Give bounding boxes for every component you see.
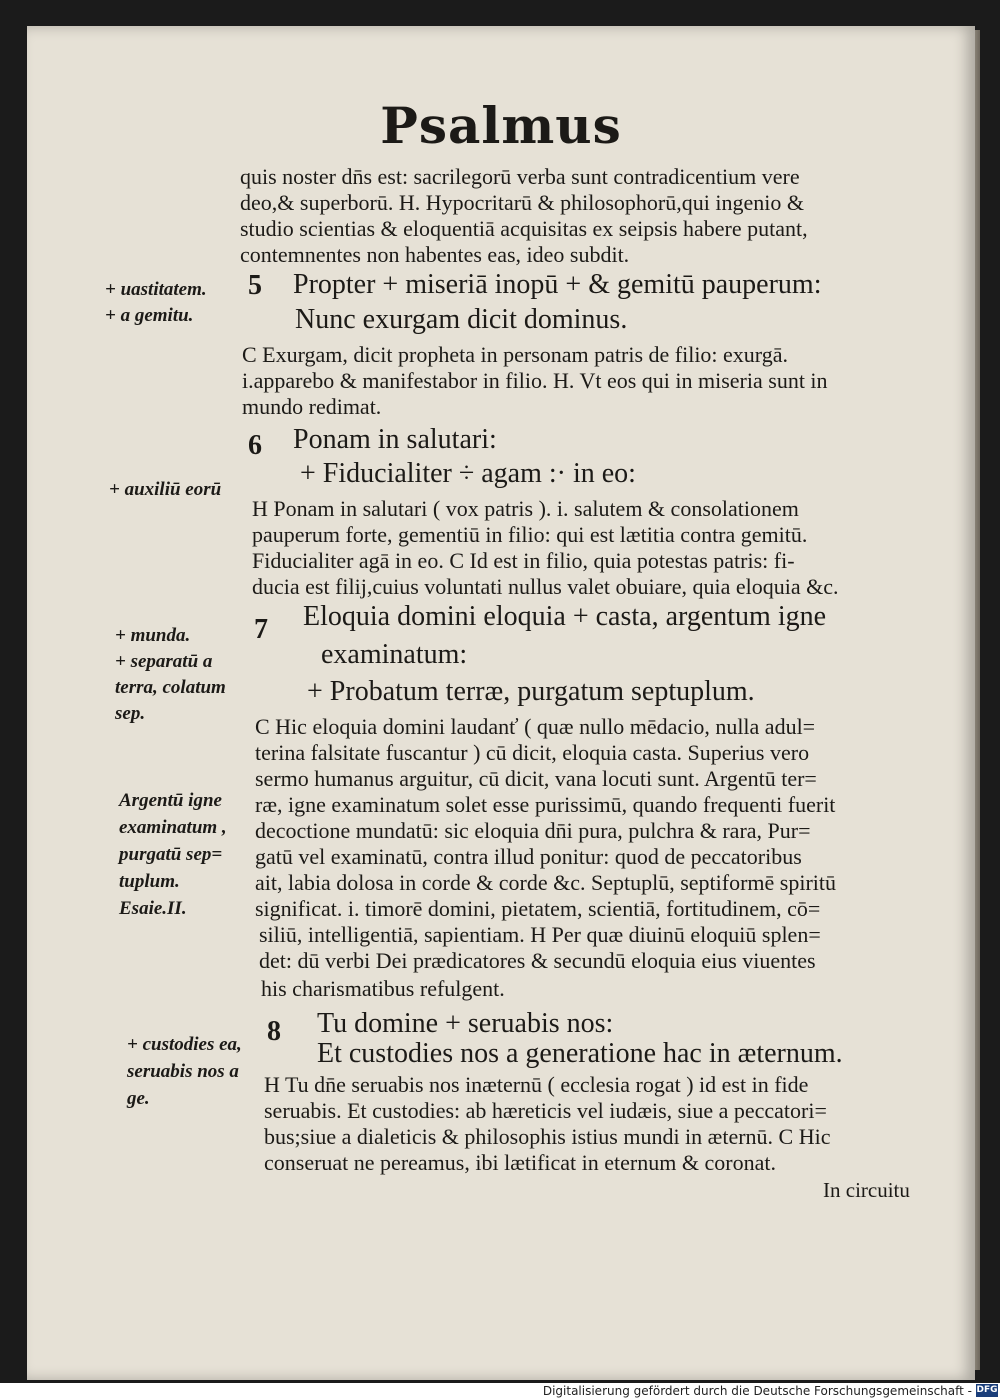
book-page: [27, 26, 975, 1380]
margin-note: + a gemitu.: [105, 305, 194, 326]
verse-line: Tu domine + seruabis nos:: [317, 1008, 614, 1039]
text-line: quis noster dn̄s est: sacrilegorū verba sunt contradicentium vere: [240, 164, 800, 189]
gloss-line: decoctione mundatū: sic eloquia dn̄i pura, pulchra & rara, Pur=: [255, 818, 811, 843]
margin-note: + uastitatem.: [105, 279, 207, 300]
gloss-line: terina falsitate fuscantur ) cū dicit, eloquia casta. Superius vero: [255, 740, 810, 765]
margin-note: ge.: [127, 1088, 150, 1109]
margin-note: purgatū sep=: [119, 844, 223, 865]
gloss-line: Fiducialiter agā in eo. C Id est in filio, quia potestas patris: fi-: [252, 548, 795, 573]
margin-note: + custodies ea,: [127, 1034, 242, 1055]
margin-note: + auxiliū eorū: [109, 479, 222, 500]
gloss-line: gatū vel examinatū, contra illud ponitur: quod de peccatoribus: [255, 844, 802, 869]
gloss-line: significat. i. timorē domini, pietatem, scientiā, fortitudinem, cō=: [255, 896, 821, 921]
gloss-line: ducia est filij,cuius voluntati nullus valet obuiare, quia eloquia &c.: [252, 574, 839, 599]
gloss-line: sermo humanus arguitur, cū dicit, vana locuti sunt. Argentū ter=: [255, 766, 817, 791]
text-line: studio scientias & eloquentiā acquisitas ex seipsis habere putant,: [240, 216, 808, 241]
gloss-line: conseruat ne pereamus, ibi lætificat in eternum & coronat.: [264, 1150, 776, 1175]
gloss-line: his charismatibus refulgent.: [261, 976, 505, 1001]
verse-number: 8: [267, 1016, 281, 1047]
text-line: contemnentes non habentes eas, ideo subdit.: [240, 242, 630, 267]
margin-note: tuplum.: [119, 871, 180, 892]
verse-line: + Fiducialiter ÷ agam :· in eo:: [300, 458, 636, 489]
gloss-line: C Exurgam, dicit propheta in personam patris de filio: exurgā.: [242, 342, 789, 367]
gloss-line: H Tu dn̄e seruabis nos inæternū ( ecclesia rogat ) id est in fide: [264, 1072, 809, 1097]
dfg-logo-icon: DFG: [976, 1385, 998, 1395]
gloss-line: H Ponam in salutari ( vox patris ). i. salutem & consolationem: [252, 496, 799, 521]
verse-line: examinatum:: [321, 639, 468, 670]
verse-line: Eloquia domini eloquia + casta, argentum igne: [303, 601, 827, 632]
gloss-line: det: dū verbi Dei prædicatores & secundū eloquia eius viuentes: [259, 948, 816, 973]
margin-note: terra, colatum: [115, 677, 226, 698]
margin-note: sep.: [115, 703, 146, 724]
verse-line: Ponam in salutari:: [293, 424, 497, 455]
gloss-line: C Hic eloquia domini laudanť ( quæ nullo mēdacio, nulla adul=: [255, 714, 816, 739]
gloss-line: i.apparebo & manifestabor in filio. H. Vt eos qui in miseria sunt in: [242, 368, 828, 393]
gloss-line: seruabis. Et custodies: ab hæreticis vel iudæis, siue a peccatori=: [264, 1098, 827, 1123]
margin-note: + separatū a: [115, 651, 213, 672]
gloss-line: bus;siue a dialeticis & philosophis istius mundi in æternū. C Hic: [264, 1124, 831, 1149]
footer-text: Digitalisierung gefördert durch die Deutsche Forschungsgemeinschaft -: [542, 1384, 972, 1398]
gloss-line: siliū, intelligentiā, sapientiam. H Per quæ diuinū eloquiū splen=: [259, 922, 821, 947]
gloss-line: pauperum forte, gementiū in filio: qui est lætitia contra gemitū.: [252, 522, 808, 547]
text-line: deo,& superborū. H. Hypocritarū & philosophorū,qui ingenio &: [240, 190, 804, 215]
verse-line: Propter + miseriā inopū + & gemitū pauperum:: [293, 269, 822, 300]
margin-note: Esaie.II.: [119, 898, 187, 919]
verse-line: + Probatum terræ, purgatum septuplum.: [307, 676, 755, 707]
margin-note: Argentū igne: [119, 790, 222, 811]
margin-note: examinatum ,: [119, 817, 227, 838]
verse-number: 6: [248, 430, 262, 461]
margin-note: seruabis nos a: [127, 1061, 239, 1082]
verse-line: Et custodies nos a generatione hac in æternum.: [317, 1038, 843, 1069]
verse-number: 7: [254, 614, 268, 645]
verse-number: 5: [248, 270, 262, 301]
catchword: In circuitu: [823, 1178, 910, 1202]
margin-note: + munda.: [115, 625, 191, 646]
gloss-line: ræ, igne examinatum solet esse purissimū, quando frequenti fuerit: [255, 792, 836, 817]
gloss-line: ait, labia dolosa in corde & corde &c. Septuplū, septiformē spiritū: [255, 870, 837, 895]
gloss-line: mundo redimat.: [242, 394, 382, 419]
verse-line: Nunc exurgam dicit dominus.: [295, 304, 628, 335]
running-head: Psalmus: [380, 96, 622, 155]
